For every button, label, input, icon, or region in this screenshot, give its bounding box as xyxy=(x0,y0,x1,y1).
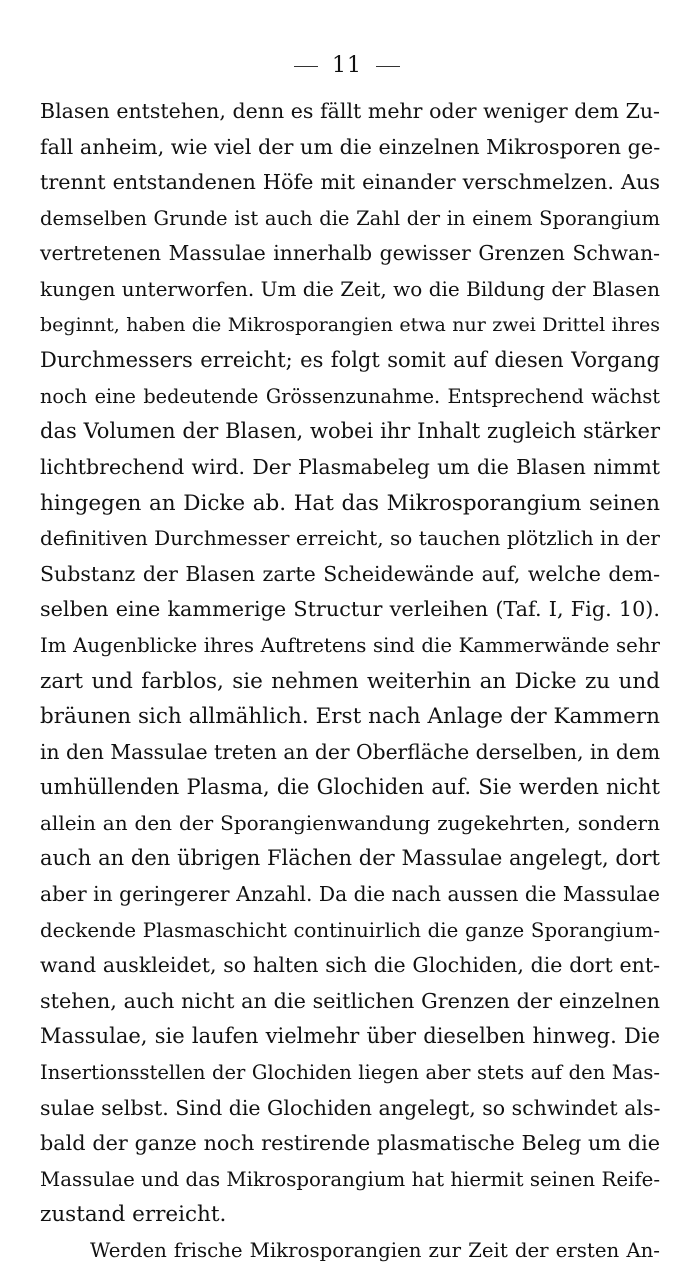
text-line-18: bräunen sich allmählich. Erst nach Anlage der Kammern xyxy=(40,704,660,730)
body-text xyxy=(40,94,660,1269)
text-line-8: Durchmessers erreicht; es folgt somit auf diesen Vorgang xyxy=(40,348,660,373)
text-line-22: auch an den übrigen Flächen der Massulae angelegt, dort xyxy=(40,846,660,871)
text-line-13: definitiven Durchmesser erreicht, so tauchen plötzlich in der xyxy=(40,526,660,551)
text-line-12: hingegen an Dicke ab. Hat das Mikrosporangium seinen xyxy=(40,490,660,516)
text-line-30: bald der ganze noch restirende plasmatische Beleg um die xyxy=(40,1131,660,1156)
text-line-21: allein an den der Sporangienwandung zugekehrten, sondern xyxy=(40,810,660,835)
text-line-20: umhüllenden Plasma, die Glochiden auf. Sie werden nicht xyxy=(40,775,660,800)
text-line-14: Substanz der Blasen zarte Scheidewände auf, welche dem- xyxy=(40,561,660,586)
text-line-9: noch eine bedeutende Grössenzunahme. Entsprechend wächst xyxy=(40,384,660,408)
page-header xyxy=(0,52,694,80)
text-line-33: Werden frische Mikrosporangien zur Zeit der ersten An- xyxy=(90,1239,660,1262)
text-line-1: Blasen entstehen, denn es fällt mehr oder weniger dem Zu- xyxy=(40,99,660,123)
text-line-5: vertretenen Massulae innerhalb gewisser Grenzen Schwan- xyxy=(40,241,660,266)
text-line-2: fall anheim, wie viel der um die einzelnen Mikrosporen ge- xyxy=(40,134,661,159)
text-line-25: wand auskleidet, so halten sich die Glochiden, die dort ent- xyxy=(40,953,660,978)
text-line-29: sulae selbst. Sind die Glochiden angelegt, so schwindet als- xyxy=(40,1095,661,1120)
text-line-19: in den Massulae treten an der Oberfläche derselben, in dem xyxy=(40,739,661,764)
left-dash xyxy=(294,66,318,67)
text-line-24: deckende Plasmaschicht continuirlich die ganze Sporangium- xyxy=(40,918,660,942)
right-dash xyxy=(376,66,400,67)
text-line-16: Im Augenblicke ihres Auftretens sind die Kammerwände sehr xyxy=(40,633,660,657)
text-line-28: Insertionsstellen der Glochiden liegen aber stets auf den Mas- xyxy=(40,1061,660,1085)
text-line-17: zart und farblos, sie nehmen weiterhin an Dicke zu und xyxy=(40,668,660,694)
text-line-11: lichtbrechend wird. Der Plasmabeleg um die Blasen nimmt xyxy=(40,454,660,479)
text-line-10: das Volumen der Blasen, wobei ihr Inhalt zugleich stärker xyxy=(40,419,660,444)
text-line-3: trennt entstandenen Höfe mit einander verschmelzen. Aus xyxy=(40,170,660,195)
text-line-15: selben eine kammerige Structur verleihen (Taf. I, Fig. 10). xyxy=(40,597,660,622)
text-line-27: Massulae, sie laufen vielmehr über dieselben hinweg. Die xyxy=(40,1024,660,1049)
text-line-32: zustand erreicht. xyxy=(40,1202,227,1228)
text-line-23: aber in geringerer Anzahl. Da die nach aussen die Massulae xyxy=(40,882,660,907)
text-line-7: beginnt, haben die Mikrosporangien etwa nur zwei Drittel ihres xyxy=(40,313,660,336)
text-line-26: stehen, auch nicht an die seitlichen Grenzen der einzelnen xyxy=(40,988,660,1013)
text-line-31: Massulae und das Mikrosporangium hat hiermit seinen Reife- xyxy=(40,1167,660,1191)
text-line-6: kungen unterworfen. Um die Zeit, wo die Bildung der Blasen xyxy=(40,276,660,301)
text-line-4: demselben Grunde ist auch die Zahl der in einem Sporangium xyxy=(40,206,660,230)
page-number: 11 xyxy=(332,53,362,78)
